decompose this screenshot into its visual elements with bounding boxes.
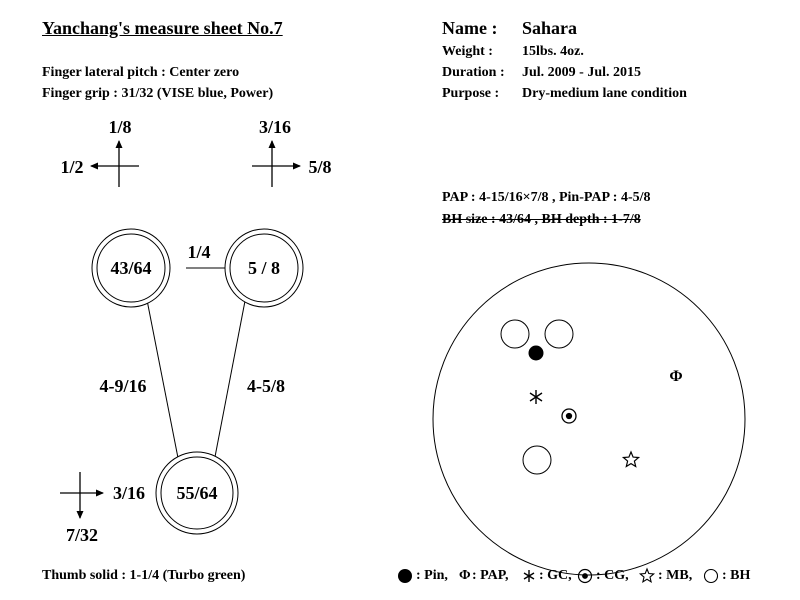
right-finger-pitch-side: 5/8	[308, 157, 332, 177]
thumb-hole-size: 55/64	[176, 483, 218, 503]
left-finger-pitch-crosshair	[91, 141, 139, 187]
duration-label: Duration :	[442, 65, 505, 80]
bridge-span: 1/4	[187, 242, 211, 262]
legend-cg-icon	[579, 570, 592, 583]
span-lines	[147, 268, 245, 463]
thumb-pitch-side: 3/16	[112, 483, 146, 503]
gc-marker	[530, 390, 542, 404]
right-finger-pitch-up: 3/16	[258, 117, 292, 137]
pin-marker	[529, 346, 544, 361]
right-finger-hole-size: 5 / 8	[247, 258, 281, 278]
right-finger-pitch-crosshair	[252, 141, 300, 187]
legend-pap-icon: Φ	[459, 568, 471, 583]
name-label: Name :	[442, 18, 498, 38]
legend-cg-label: : CG,	[596, 568, 629, 583]
legend-mb-icon	[640, 569, 653, 582]
legend-pin-icon	[398, 569, 412, 583]
finger-lateral-pitch: Finger lateral pitch : Center zero	[42, 65, 240, 80]
bh-info: BH size : 43/64 , BH depth : 1-7/8	[442, 212, 641, 227]
ball-balance-hole	[523, 446, 551, 474]
legend-bh-label: : BH	[722, 568, 751, 583]
purpose-value: Dry-medium lane condition	[522, 86, 687, 101]
purpose-label: Purpose :	[442, 86, 500, 101]
ball-finger-hole-right	[545, 320, 573, 348]
duration-value: Jul. 2009 - Jul. 2015	[522, 65, 642, 80]
left-span: 4-9/16	[99, 376, 147, 396]
legend-gc-label: : GC,	[539, 568, 572, 583]
cg-marker	[562, 409, 576, 423]
ball-finger-hole-left	[501, 320, 529, 348]
legend-pin-label: : Pin,	[416, 568, 448, 583]
thumb-solid: Thumb solid : 1-1/4 (Turbo green)	[42, 568, 246, 583]
ball-outline	[433, 263, 745, 575]
finger-grip: Finger grip : 31/32 (VISE blue, Power)	[42, 86, 274, 101]
right-span: 4-5/8	[247, 376, 285, 396]
thumb-pitch-crosshair	[60, 472, 103, 518]
legend-bh-icon	[705, 570, 718, 583]
legend-gc-icon	[524, 570, 534, 582]
left-finger-pitch-up: 1/8	[108, 117, 132, 137]
legend-mb-label: : MB,	[658, 568, 693, 583]
name-value: Sahara	[522, 18, 578, 38]
left-finger-pitch-side: 1/2	[60, 157, 84, 177]
legend-pap-label: : PAP,	[472, 568, 509, 583]
pap-info: PAP : 4-15/16×7/8 , Pin-PAP : 4-5/8	[442, 190, 651, 205]
pap-marker: Φ	[669, 368, 683, 385]
mb-marker	[623, 452, 638, 467]
thumb-pitch-down: 7/32	[65, 525, 99, 545]
left-finger-hole-size: 43/64	[110, 258, 152, 278]
weight-label: Weight :	[442, 44, 493, 59]
weight-value: 15lbs. 4oz.	[522, 44, 584, 59]
sheet-title: Yanchang's measure sheet No.7	[42, 18, 283, 38]
